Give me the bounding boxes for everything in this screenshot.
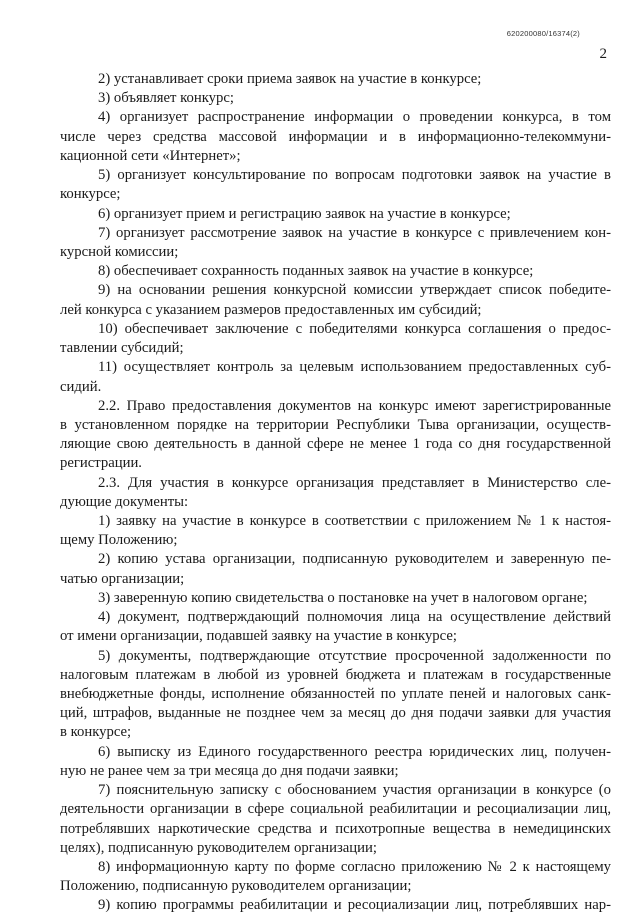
text-line: сидий. — [60, 378, 102, 395]
text-line: 9) копию программы реабилитации и ресоциализации лиц, потреблявших нар- — [98, 897, 611, 914]
text-line: 6) выписку из Единого государственного реестра юридических лиц, получен- — [98, 743, 611, 760]
text-line: дующие документы: — [60, 493, 189, 510]
text-line: 2.2. Право предоставления документов на конкурс имеют зарегистрированные — [98, 397, 611, 414]
text-line: регистрации. — [60, 455, 142, 472]
text-line: 11) осуществляет контроль за целевым использованием предоставленных суб- — [98, 359, 611, 376]
text-line: щему Положению; — [60, 532, 178, 549]
text-line: 9) на основании решения конкурсной комиссии утверждает список победите- — [98, 282, 611, 299]
text-line: в установленном порядке на территории Республики Тыва организации, осуществ- — [60, 416, 611, 433]
text-line: 8) обеспечивает сохранность поданных заявок на участие в конкурсе; — [98, 263, 534, 280]
document-body — [60, 70, 611, 916]
text-line: ную не ранее чем за три месяца до дня подачи заявки; — [60, 762, 399, 779]
text-line: кационной сети «Интернет»; — [60, 147, 241, 164]
text-line: в конкурсе; — [60, 724, 132, 741]
text-line: конкурсе; — [60, 186, 121, 203]
text-line: деятельности организации в сфере социальной реабилитации и ресоциализации лиц, — [60, 801, 611, 818]
text-line: внебюджетные фонды, исполнение обязанностей по уплате пеней и налоговых санк- — [60, 686, 611, 702]
text-line: 6) организует прием и регистрацию заявок на участие в конкурсе; — [98, 205, 511, 222]
text-line: лей конкурса с указанием размеров предоставленных им субсидий; — [60, 301, 482, 318]
text-line: ций, штрафов, выданные не позднее чем за месяц до дня подачи заявки для участия — [60, 705, 611, 722]
text-line: 7) организует рассмотрение заявок на участие в конкурсе с привлечением кон- — [98, 224, 611, 241]
text-line: потреблявших наркотические средства и психотропные вещества в немедицинских — [60, 820, 611, 837]
text-line: 4) организует распространение информации о проведении конкурса, в том — [98, 109, 611, 126]
text-line: чатью организации; — [60, 570, 185, 587]
text-line: 2) устанавливает сроки приема заявок на участие в конкурсе; — [98, 71, 482, 87]
text-line: 8) информационную карту по форме согласно приложению № 2 к настоящему — [98, 858, 611, 875]
text-line: тавлении субсидий; — [60, 340, 184, 357]
text-line: 2.3. Для участия в конкурсе организация представляет в Министерство сле- — [98, 474, 611, 491]
text-line: 10) обеспечивает заключение с победителями конкурса соглашения о предос- — [98, 320, 611, 337]
text-line: 3) заверенную копию свидетельства о постановке на учет в налоговом органе; — [98, 589, 588, 606]
text-line: целях), подписанную руководителем организации; — [60, 839, 377, 856]
text-line: от имени организации, подавшей заявку на участие в конкурсе; — [60, 628, 457, 645]
text-line: 7) пояснительную записку с обоснованием участия организации в конкурсе (о — [98, 782, 611, 799]
text-line: Положению, подписанную руководителем организации; — [60, 878, 412, 895]
text-line: 1) заявку на участие в конкурсе в соответствии с приложением № 1 к настоя- — [98, 513, 611, 530]
page-number: 2 — [599, 46, 607, 62]
text-line: 2) копию устава организации, подписанную руководителем и заверенную пе- — [98, 551, 611, 568]
text-line: 3) объявляет конкурс; — [98, 90, 234, 107]
text-line: курсной комиссии; — [60, 243, 179, 260]
text-line: 5) документы, подтверждающие отсутствие просроченной задолженности по — [98, 647, 611, 664]
text-line: 4) документ, подтверждающий полномочия лица на осуществление действий — [98, 609, 611, 626]
document-code: 620200080/16374(2) — [506, 29, 580, 38]
text-line: ляющие свою деятельность в данной сфере не менее 1 года со дня государственной — [60, 436, 611, 453]
text-line: 5) организует консультирование по вопросам подготовки заявок на участие в — [98, 167, 611, 184]
text-line: числе через средства массовой информации и в информационно-телекоммуни- — [60, 128, 611, 145]
text-line: налоговым платежам в любой из уровней бюджета и платежам в государственные — [60, 666, 611, 683]
